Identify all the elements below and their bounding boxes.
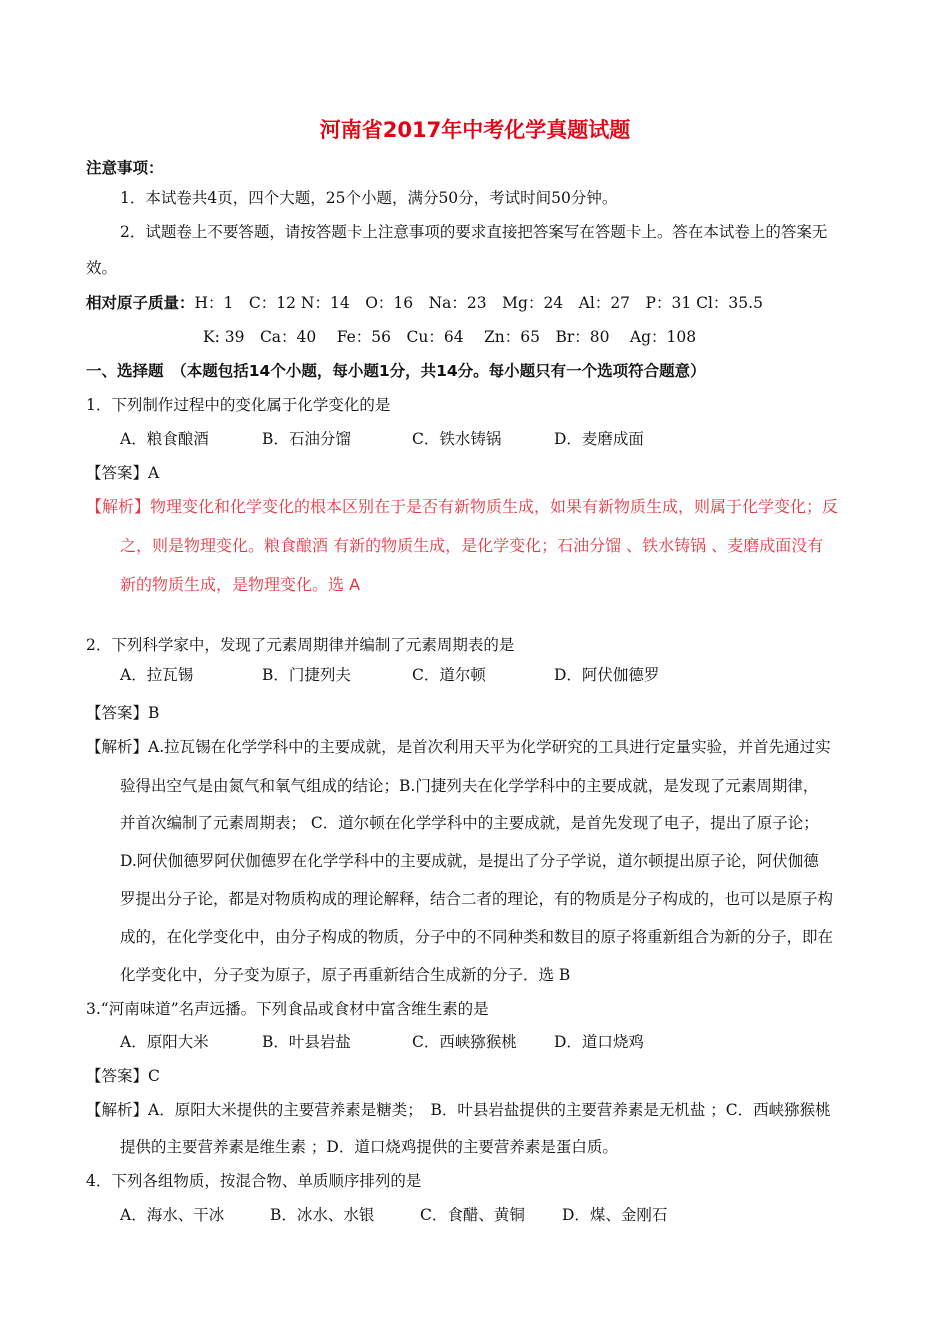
q2-answer: 【答案】B bbox=[86, 704, 160, 722]
q2-option-b: B．门捷列夫 bbox=[262, 666, 351, 684]
q1-option-b: B．石油分馏 bbox=[262, 430, 351, 448]
notice-item-2-line-1: 2．试题卷上不要答题，请按答题卡上注意事项的要求直接把答案写在答题卡上。答在本试卷上的答案无 bbox=[120, 223, 828, 241]
atomic-mass-row-2: K: 39 Ca：40 Fe：56 Cu：64 Zn：65 Br：80 Ag：108 bbox=[203, 328, 697, 346]
notice-item-1: 1．本试卷共4页，四个大题，25个小题，满分50分，考试时间50分钟。 bbox=[120, 189, 618, 207]
q3-analysis-line-1: 【解析】A．原阳大米提供的主要营养素是糖类； B．叶县岩盐提供的主要营养素是无机盐 ；C．西峡猕猴桃 bbox=[86, 1101, 831, 1119]
q2-option-d: D．阿伏伽德罗 bbox=[554, 666, 660, 684]
atomic-mass-values-1: H：1 C：12 N：14 O：16 Na：23 Mg：24 Al：27 P：31 Cl：35.5 bbox=[194, 294, 763, 312]
q1-analysis-line-3: 新的物质生成，是物理变化。选 A bbox=[120, 575, 361, 594]
q2-analysis-line-3: 并首次编制了元素周期表； C．道尔顿在化学学科中的主要成就，是首先发现了电子，提出了原子论； bbox=[120, 814, 819, 832]
q2-analysis-line-1: 【解析】A.拉瓦锡在化学学科中的主要成就，是首次利用天平为化学研究的工具进行定量实验，并首先通过实 bbox=[86, 738, 831, 756]
q1-option-c: C．铁水铸锅 bbox=[412, 430, 502, 448]
q1-answer: 【答案】A bbox=[86, 464, 160, 482]
q1-option-d: D．麦磨成面 bbox=[554, 430, 644, 448]
notice-heading: 注意事项： bbox=[86, 159, 164, 177]
q4-option-a: A．海水、干冰 bbox=[120, 1206, 225, 1224]
q2-option-a: A．拉瓦锡 bbox=[120, 666, 194, 684]
q4-stem: 4．下列各组物质，按混合物、单质顺序排列的是 bbox=[86, 1172, 422, 1190]
q2-stem: 2．下列科学家中，发现了元素周期律并编制了元素周期表的是 bbox=[86, 636, 515, 654]
q2-analysis-line-7: 化学变化中，分子变为原子，原子再重新结合生成新的分子．选 B bbox=[120, 966, 571, 984]
q3-analysis-line-2: 提供的主要营养素是维生素 ；D．道口烧鸡提供的主要营养素是蛋白质。 bbox=[120, 1138, 618, 1156]
q1-options bbox=[120, 428, 644, 450]
q2-analysis-line-6: 成的，在化学变化中，由分子构成的物质，分子中的不同种类和数目的原子将重新组合为新的分子，即在 bbox=[120, 928, 834, 946]
atomic-mass-row-1 bbox=[86, 292, 763, 314]
q3-option-d: D．道口烧鸡 bbox=[554, 1033, 644, 1051]
notice-item-2-line-2: 效。 bbox=[86, 259, 118, 277]
q3-options bbox=[120, 1031, 644, 1053]
section-1-heading: 一、选择题 （本题包括14个小题，每小题1分，共14分。每小题只有一个选项符合题意） bbox=[86, 362, 706, 380]
q1-analysis-line-1: 【解析】物理变化和化学变化的根本区别在于是否有新物质生成，如果有新物质生成，则属于化学变化；反 bbox=[86, 497, 839, 516]
q4-option-d: D．煤、金刚石 bbox=[562, 1206, 668, 1224]
q3-stem: 3.“河南味道”名声远播。下列食品或食材中富含维生素的是 bbox=[86, 1000, 489, 1018]
q2-options bbox=[120, 664, 659, 686]
q3-option-c: C．西峡猕猴桃 bbox=[412, 1033, 517, 1051]
document-title: 河南省2017年中考化学真题试题 bbox=[319, 118, 631, 142]
q1-stem: 1．下列制作过程中的变化属于化学变化的是 bbox=[86, 396, 391, 414]
q1-option-a: A．粮食酿酒 bbox=[120, 430, 209, 448]
atomic-mass-label: 相对原子质量： bbox=[86, 294, 195, 312]
q2-analysis-line-2: 验得出空气是由氮气和氧气组成的结论；B.门捷列夫在化学学科中的主要成就，是发现了元素周期律， bbox=[120, 777, 819, 795]
q4-option-b: B．冰水、水银 bbox=[270, 1206, 375, 1224]
q3-answer: 【答案】C bbox=[86, 1067, 160, 1085]
q3-option-b: B．叶县岩盐 bbox=[262, 1033, 351, 1051]
q2-option-c: C．道尔顿 bbox=[412, 666, 486, 684]
q4-options bbox=[120, 1204, 667, 1226]
q2-analysis-line-4: D.阿伏伽德罗阿伏伽德罗在化学学科中的主要成就，是提出了分子学说，道尔顿提出原子论，阿伏伽德 bbox=[120, 852, 819, 870]
q3-option-a: A．原阳大米 bbox=[120, 1033, 209, 1051]
q1-analysis-line-2: 之，则是物理变化。粮食酿酒 有新的物质生成，是化学变化；石油分馏 、铁水铸锅 、麦磨成面没有 bbox=[120, 536, 824, 555]
q2-analysis-line-5: 罗提出分子论，都是对物质构成的理论解释，结合二者的理论，有的物质是分子构成的，也可以是原子构 bbox=[120, 890, 834, 908]
q4-option-c: C．食醋、黄铜 bbox=[420, 1206, 525, 1224]
